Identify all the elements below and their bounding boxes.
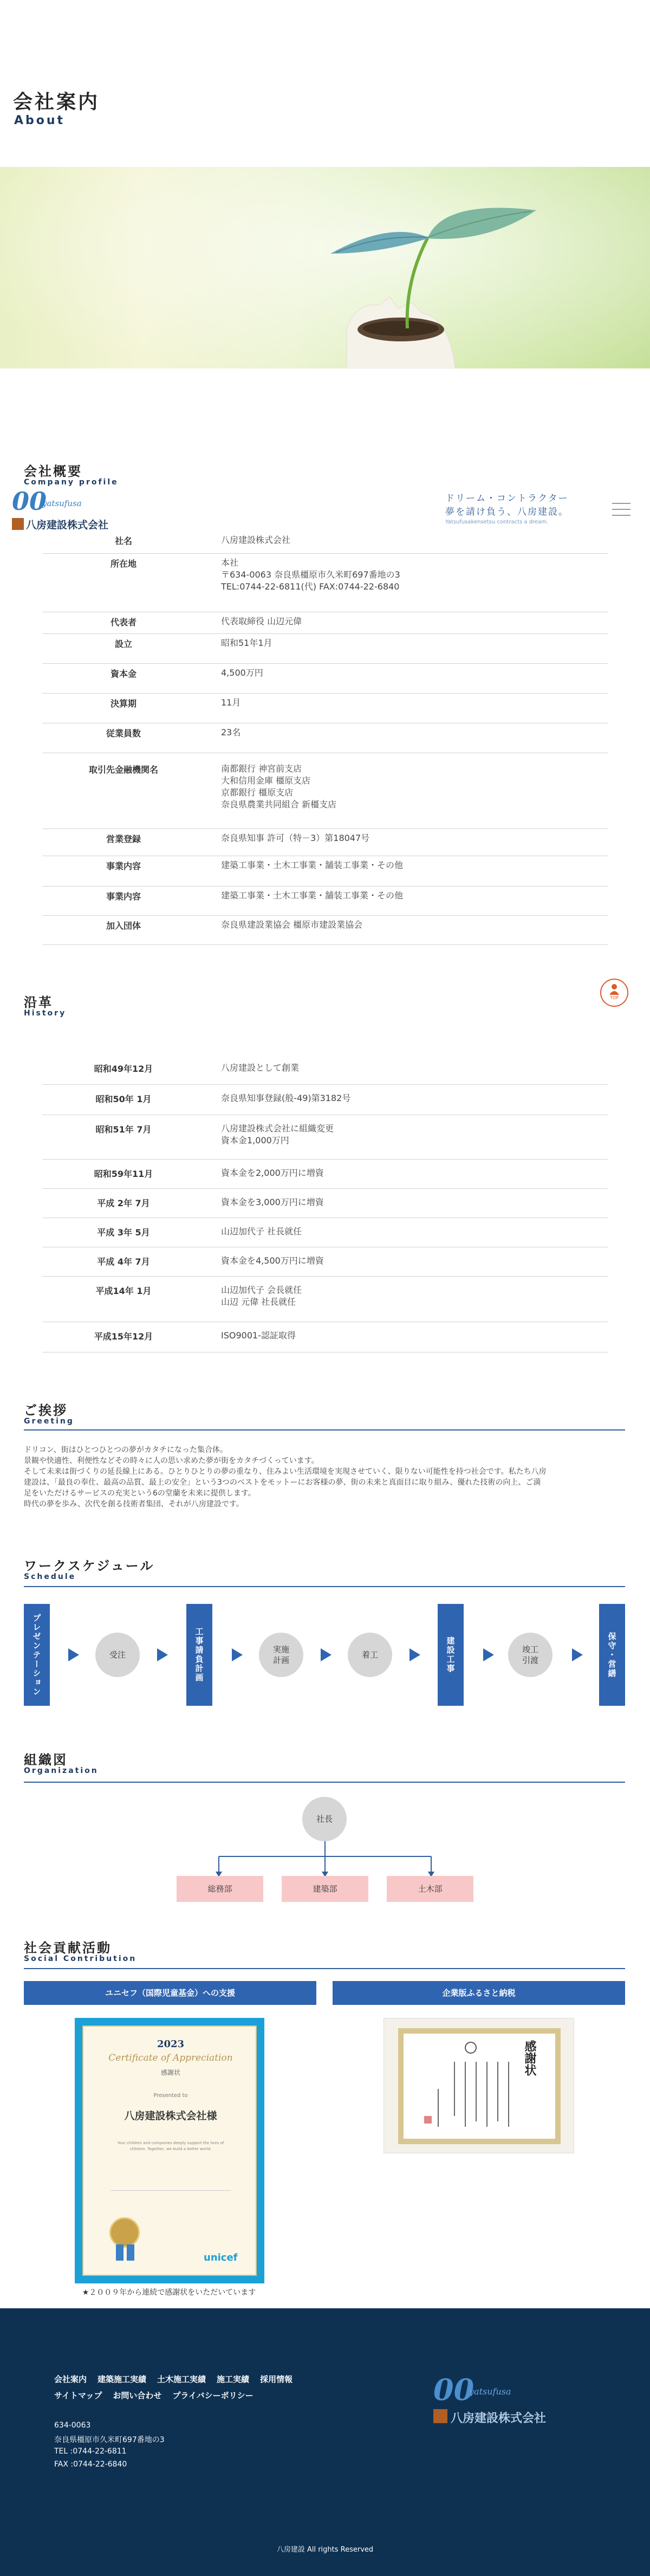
gold-seal-icon [109, 2217, 140, 2248]
overview-value: 本社 〒634-0063 奈良県橿原市久米町697番地の3 TEL:0744-22-6811(代) FAX:0744-22-6840 [221, 558, 400, 592]
history-row [42, 1115, 608, 1160]
certificate-caption: ★２００９年から連続で感謝状をいただいています [82, 2288, 256, 2297]
overview-row [42, 664, 608, 694]
overview-label: 事業内容 [106, 891, 141, 902]
overview-label: 加入団体 [106, 921, 141, 931]
overview-value: 南都銀行 神宮前支店 大和信用金庫 橿原支店 京都銀行 橿原支店 奈良県農業共同組合 新橿支店 [221, 763, 337, 810]
history-event: 資本金を4,500万円に増資 [221, 1255, 324, 1266]
schedule-step-circle: 実施 計画 [259, 1633, 303, 1677]
overview-row [42, 634, 608, 664]
history-subtitle: History [24, 1009, 67, 1018]
overview-value: 八房建設株式会社 [221, 535, 291, 545]
footer-fax: FAX :0744-22-6840 [54, 2460, 127, 2469]
history-date: 平成15年12月 [94, 1331, 153, 1342]
overview-label: 事業内容 [106, 861, 141, 871]
arrow-right-icon [410, 1648, 420, 1661]
footer-nav-secondary [54, 2390, 253, 2401]
overview-row [42, 531, 608, 554]
history-date: 昭和49年12月 [94, 1064, 153, 1074]
greeting-title: ご挨拶 [24, 1403, 68, 1418]
history-event: 奈良県知事登録(般-49)第3182号 [221, 1093, 351, 1103]
arrow-right-icon [483, 1648, 494, 1661]
overview-row [42, 554, 608, 612]
hero-image [0, 167, 650, 368]
schedule-step-bar: 保守・営繕 [599, 1604, 625, 1706]
overview-row [42, 612, 608, 634]
greeting-line: 時代の夢を歩み、次代を創る技術者集団、それが八房建設です。 [24, 1500, 244, 1509]
tagline-2: 夢を請け負う、八房建設。 [445, 507, 569, 517]
unicef-logo: unicef [204, 2252, 238, 2263]
footer-copyright: 八房建設 All rights Reserved [276, 2546, 374, 2554]
footer-tel: TEL :0744-22-6811 [54, 2447, 127, 2456]
greeting-body [24, 1445, 625, 1510]
greeting-line: 足をいただけるサービスの充実という6の堂蘭を未来に提供します。 [24, 1489, 256, 1498]
history-event: 山辺加代子 会長就任 山辺 元偉 社長就任 [221, 1285, 302, 1307]
footer-link[interactable]: サイトマップ [54, 2391, 102, 2400]
schedule-step-bar: 工事請負計画 [186, 1604, 212, 1706]
overview-value: 建築工事業・土木工事業・舗装工事業・その他 [221, 890, 404, 901]
arrow-right-icon [572, 1648, 583, 1661]
site-footer [0, 2308, 650, 2576]
certificate-text-lines [417, 2040, 519, 2132]
overview-label: 営業登録 [106, 834, 141, 844]
history-event: 八房建設株式会社に組織変更 資本金1,000万円 [221, 1123, 334, 1145]
history-row [42, 1322, 608, 1352]
history-row [42, 1085, 608, 1115]
page-subtitle: About [14, 114, 66, 127]
overview-label: 代表者 [110, 617, 136, 627]
schedule-title: ワークスケジュール [24, 1558, 155, 1574]
history-row [42, 1247, 608, 1277]
history-date: 平成 2年 7月 [97, 1198, 150, 1208]
overview-label: 従業員数 [106, 728, 141, 739]
hamburger-menu-icon[interactable] [612, 503, 630, 517]
greeting-subtitle: Greeting [24, 1417, 74, 1426]
history-date: 昭和59年11月 [94, 1169, 153, 1179]
greeting-line: そして未来は街づくりの延長線上にある。ひとりひとりの夢の重なり、住みよい生活環境を実現させていく、限りない可能性を持つ社会です。私たち八房 [24, 1467, 547, 1476]
schedule-step-circle: 受注 [95, 1633, 140, 1677]
person-icon [608, 983, 620, 995]
greeting-line: 建設は、「最良の奉仕、最高の品質、最上の安全」という3つのベストをモットーにお客様の夢、街の未来と真面目に取り組み、優れた技術の向上、ご満 [24, 1478, 541, 1487]
overview-row [42, 916, 608, 945]
overview-row [42, 829, 608, 856]
back-to-top-button[interactable]: TOP [600, 979, 628, 1007]
schedule-step-circle: 竣工 引渡 [508, 1633, 552, 1677]
history-row [42, 1054, 608, 1085]
overview-row [42, 694, 608, 723]
overview-label: 取引先金融機関名 [88, 765, 158, 775]
organization-title: 組織図 [24, 1752, 68, 1768]
overview-subtitle: Company profile [24, 478, 119, 487]
social-title: 社会貢献活動 [24, 1940, 112, 1956]
history-event: 八房建設として創業 [221, 1063, 300, 1073]
overview-row [42, 723, 608, 753]
org-dept-general-affairs: 総務部 [177, 1876, 263, 1902]
footer-nav-primary [54, 2373, 292, 2385]
overview-value: 建築工事業・土木工事業・舗装工事業・その他 [221, 860, 404, 870]
tagline-en: Yatsufusakensetsu contracts a dream. [445, 519, 549, 525]
arrow-right-icon [157, 1648, 168, 1661]
schedule-step-bar: プレゼンテーション [24, 1604, 50, 1706]
footer-logo[interactable]: 00 yatsufusa 八房建設株式会社 [433, 2372, 547, 2425]
social-subtitle: Social Contribution [24, 1954, 137, 1963]
overview-label: 決算期 [110, 698, 136, 709]
organization-subtitle: Organization [24, 1766, 99, 1775]
history-event: 山辺加代子 社長就任 [221, 1226, 302, 1237]
footer-link[interactable]: 土木施工実績 [157, 2374, 206, 2384]
history-row [42, 1160, 608, 1189]
arrow-right-icon [321, 1648, 332, 1661]
history-date: 平成14年 1月 [95, 1286, 152, 1296]
org-dept-civil: 土木部 [387, 1876, 473, 1902]
history-row [42, 1277, 608, 1322]
history-row [42, 1218, 608, 1247]
overview-row [42, 856, 608, 886]
overview-value: 11月 [221, 697, 241, 708]
footer-link[interactable]: 建築施工実績 [98, 2374, 147, 2384]
overview-title: 会社概要 [24, 464, 82, 479]
footer-link[interactable]: お問い合わせ [113, 2391, 162, 2400]
overview-value: 昭和51年1月 [221, 638, 272, 648]
footer-postal: 634-0063 [54, 2421, 91, 2430]
greeting-line: ドリコン、街はひとつひとつの夢がカタチになった集合体。 [24, 1446, 228, 1454]
overview-row [42, 760, 608, 829]
overview-label: 資本金 [110, 669, 136, 679]
history-date: 平成 4年 7月 [97, 1257, 150, 1267]
overview-label: 設立 [114, 639, 132, 649]
footer-link[interactable]: 採用情報 [260, 2374, 293, 2384]
history-date: 平成 3年 5月 [97, 1227, 150, 1238]
history-event: 資本金を3,000万円に増資 [221, 1197, 324, 1207]
history-event: ISO9001-認証取得 [221, 1330, 296, 1341]
page-title: 会社案内 [13, 91, 100, 113]
overview-value: 代表取締役 山辺元偉 [221, 616, 302, 626]
history-row [42, 1189, 608, 1218]
history-title: 沿革 [24, 995, 53, 1010]
schedule-step-bar: 建設工事 [438, 1604, 464, 1706]
overview-value: 23名 [221, 727, 241, 737]
tagline-1: ドリーム・コントラクター [445, 493, 569, 504]
overview-value: 4,500万円 [221, 668, 263, 678]
furusato-tax-bar: 企業版ふるさと納税 [333, 1981, 625, 2005]
overview-value: 奈良県知事 許可（特－3）第18047号 [221, 833, 370, 843]
overview-row [42, 886, 608, 916]
furusato-certificate-image: 感謝状 [384, 2018, 574, 2153]
schedule-subtitle: Schedule [24, 1572, 76, 1581]
company-logo[interactable]: 00 yatsufusa 八房建設株式会社 [12, 487, 109, 531]
history-date: 昭和51年 7月 [95, 1124, 152, 1135]
greeting-line: 景観や快適性、利便性などその時々に人の思い求めた夢が街をカタチづくっています。 [24, 1457, 319, 1465]
footer-link[interactable]: プライバシーポリシー [172, 2391, 253, 2400]
unicef-certificate-image: 2023 Certificate of Appreciation 感謝状 Presented to 八房建設株式会社様 Your children and companies deeply support the lives of children. Together, we build a better world. unicef [75, 2018, 264, 2283]
history-date: 昭和50年 1月 [95, 1094, 152, 1104]
sprout-illustration [0, 167, 650, 368]
schedule-step-circle: 着工 [348, 1633, 392, 1677]
arrow-right-icon [68, 1648, 79, 1661]
arrow-right-icon [232, 1648, 243, 1661]
org-connector-lines [211, 1841, 439, 1879]
overview-label: 社名 [114, 536, 132, 546]
overview-value: 奈良県建設業協会 橿原市建設業協会 [221, 920, 363, 930]
overview-label: 所在地 [110, 559, 136, 569]
footer-link[interactable]: 会社案内 [54, 2374, 87, 2384]
footer-link[interactable]: 施工実績 [217, 2374, 250, 2384]
unicef-support-bar: ユニセフ（国際児童基金）への支援 [24, 1981, 316, 2005]
footer-address: 奈良県橿原市久米町697番地の3 [54, 2436, 165, 2444]
history-event: 資本金を2,000万円に増資 [221, 1168, 324, 1178]
org-president: 社長 [302, 1797, 347, 1841]
org-dept-architecture: 建築部 [282, 1876, 368, 1902]
